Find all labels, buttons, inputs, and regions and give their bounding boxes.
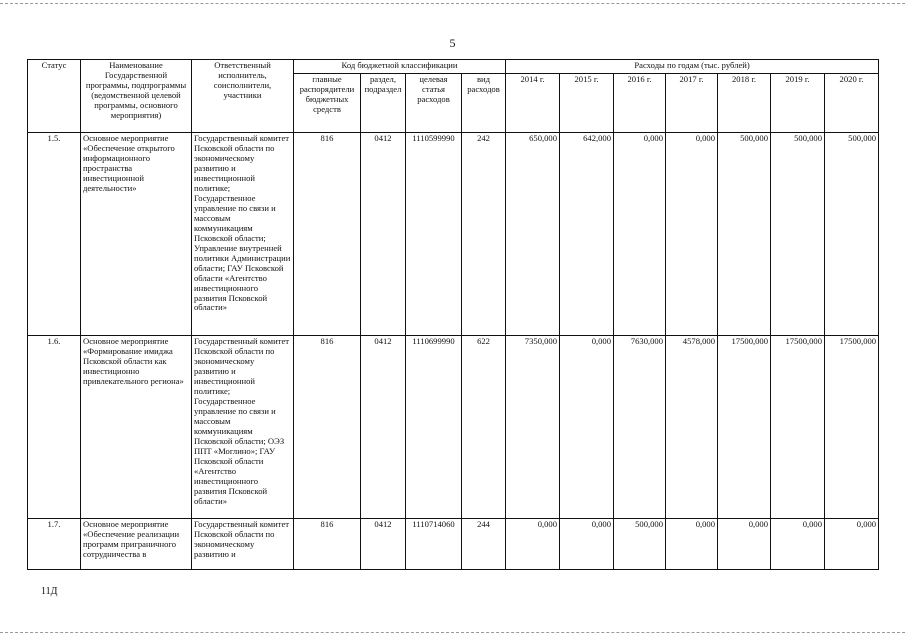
cell-y2014: 0,000 xyxy=(506,519,560,570)
header-year-2014: 2014 г. xyxy=(506,74,560,133)
cell-y2019: 500,000 xyxy=(771,133,825,336)
cell-y2017: 4578,000 xyxy=(666,336,718,519)
cell-y2017: 0,000 xyxy=(666,519,718,570)
header-year-2018: 2018 г. xyxy=(718,74,771,133)
cell-y2019: 0,000 xyxy=(771,519,825,570)
cell-y2016: 7630,000 xyxy=(614,336,666,519)
cell-responsible: Государственный комитет Псковской области по экономическому развитию и инвестиционной политике; Государственное управление по связи и массовым коммуникациям Псковской области; ОЭЗ ППТ «Моглино»; ГАУ Псковской области «Агентство инвестиционного развития Псковской области» xyxy=(192,336,294,519)
scan-edge-bottom xyxy=(0,632,905,633)
cell-y2020: 500,000 xyxy=(825,133,879,336)
footer-code: 11Д xyxy=(41,586,58,597)
header-year-2016: 2016 г. xyxy=(614,74,666,133)
cell-y2018: 0,000 xyxy=(718,519,771,570)
table-row xyxy=(28,336,879,519)
cell-y2018: 500,000 xyxy=(718,133,771,336)
header-section: раздел, подраздел xyxy=(361,74,406,133)
cell-section: 0412 xyxy=(361,336,406,519)
cell-target: 1110599990 xyxy=(406,133,462,336)
cell-status: 1.7. xyxy=(28,519,81,570)
cell-responsible: Государственный комитет Псковской области по экономическому развитию и xyxy=(192,519,294,570)
table-row xyxy=(28,133,879,336)
cell-y2015: 0,000 xyxy=(560,336,614,519)
cell-y2019: 17500,000 xyxy=(771,336,825,519)
budget-table xyxy=(27,59,879,570)
header-expenses: Расходы по годам (тыс. рублей) xyxy=(506,60,879,74)
cell-y2015: 642,000 xyxy=(560,133,614,336)
header-name: Наименование Государственной программы, подпрограммы (ведомственной целевой программы, основного мероприятия) xyxy=(81,60,192,133)
cell-y2016: 0,000 xyxy=(614,133,666,336)
cell-grbs: 816 xyxy=(294,519,361,570)
cell-responsible: Государственный комитет Псковской области по экономическому развитию и инвестиционной политике; Государственное управление по связи и массовым коммуникациям Псковской области; Управление внутренней политики Администрации области; ГАУ Псковской области «Агентство инвестиционного развития Псковской области» xyxy=(192,133,294,336)
header-responsible: Ответственный исполнитель, соисполнители, участники xyxy=(192,60,294,133)
header-year-2020: 2020 г. xyxy=(825,74,879,133)
cell-name: Основное мероприятие «Обеспечение реализации программ приграничного сотрудничества в xyxy=(81,519,192,570)
cell-y2015: 0,000 xyxy=(560,519,614,570)
header-year-2017: 2017 г. xyxy=(666,74,718,133)
cell-y2020: 0,000 xyxy=(825,519,879,570)
cell-status: 1.6. xyxy=(28,336,81,519)
cell-section: 0412 xyxy=(361,519,406,570)
cell-kind: 244 xyxy=(462,519,506,570)
cell-y2014: 650,000 xyxy=(506,133,560,336)
cell-status: 1.5. xyxy=(28,133,81,336)
table-row xyxy=(28,519,879,570)
cell-name: Основное мероприятие «Обеспечение открытого информационного пространства инвестиционной деятельности» xyxy=(81,133,192,336)
cell-y2020: 17500,000 xyxy=(825,336,879,519)
scan-edge-top xyxy=(0,3,905,4)
cell-y2017: 0,000 xyxy=(666,133,718,336)
cell-name: Основное мероприятие «Формирование имиджа Псковской области как инвестиционно привлекательного региона» xyxy=(81,336,192,519)
header-year-2019: 2019 г. xyxy=(771,74,825,133)
header-grbs: главные распорядители бюджетных средств xyxy=(294,74,361,133)
header-budget-code: Код бюджетной классификации xyxy=(294,60,506,74)
header-status: Статус xyxy=(28,60,81,133)
header-target: целевая статья расходов xyxy=(406,74,462,133)
cell-y2016: 500,000 xyxy=(614,519,666,570)
cell-target: 1110714060 xyxy=(406,519,462,570)
cell-section: 0412 xyxy=(361,133,406,336)
page-number: 5 xyxy=(449,36,456,50)
cell-kind: 622 xyxy=(462,336,506,519)
cell-target: 1110699990 xyxy=(406,336,462,519)
header-year-2015: 2015 г. xyxy=(560,74,614,133)
cell-y2014: 7350,000 xyxy=(506,336,560,519)
cell-grbs: 816 xyxy=(294,133,361,336)
cell-kind: 242 xyxy=(462,133,506,336)
header-kind: вид расходов xyxy=(462,74,506,133)
cell-grbs: 816 xyxy=(294,336,361,519)
cell-y2018: 17500,000 xyxy=(718,336,771,519)
